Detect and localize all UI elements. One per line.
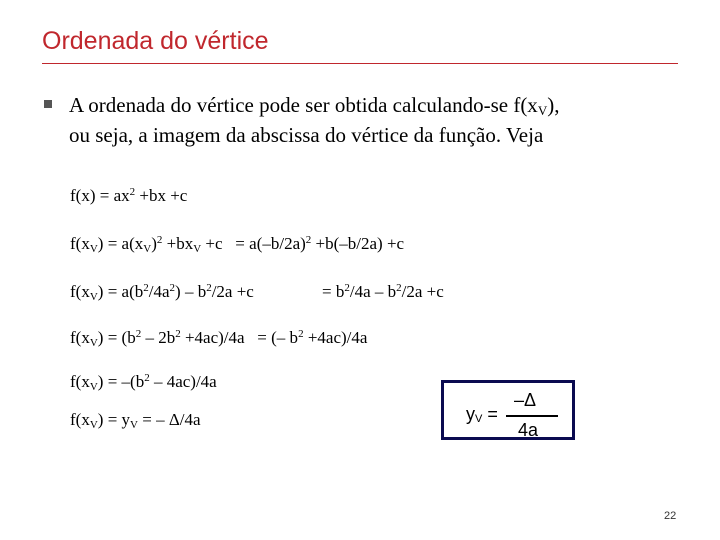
result-denominator: 4a <box>518 420 539 440</box>
formula-text: ) <box>151 234 157 253</box>
formula-text: /4a <box>148 282 170 301</box>
formula-text: +4ac)/4a = (– b <box>180 328 299 347</box>
formula-exponent: 2 <box>206 282 212 294</box>
formula-exponent: 2 <box>298 328 304 340</box>
formula-line-6 <box>70 410 201 430</box>
result-numerator: –Δ <box>514 390 537 410</box>
formula-text: f(x <box>70 410 90 429</box>
paragraph-line1-subscript: V <box>537 103 548 118</box>
title-divider <box>42 63 678 64</box>
fraction-bar <box>506 415 558 417</box>
formula-line-5 <box>70 372 217 392</box>
formula-subscript: V <box>193 243 202 255</box>
formula-exponent: 2 <box>129 186 136 198</box>
formula-text: f(x <box>70 372 90 391</box>
paragraph-line1-text: A ordenada do vértice pode ser obtida calculando-se f(x <box>69 93 538 117</box>
formula-exponent: 2 <box>156 234 163 246</box>
formula-exponent: 2 <box>143 282 149 294</box>
formula-text: +c = a(–b/2a) <box>201 234 306 253</box>
formula-line-1 <box>70 186 187 206</box>
formula-text: f(x) = ax <box>70 186 130 205</box>
formula-text: ) = –(b <box>97 372 145 391</box>
formula-text: – 4ac)/4a <box>149 372 217 391</box>
formula-text: /2a +c <box>401 282 444 301</box>
formula-subscript: V <box>130 419 138 431</box>
formula-text: ) = a(b <box>97 282 144 301</box>
formula-line-2 <box>70 234 404 254</box>
formula-exponent: 2 <box>344 282 350 294</box>
formula-text: f(x <box>70 328 90 347</box>
formula-exponent: 2 <box>144 372 150 384</box>
result-box <box>441 380 575 440</box>
square-bullet-icon <box>44 100 52 108</box>
result-lhs <box>466 404 498 425</box>
formula-subscript: V <box>143 243 152 255</box>
slide-title: Ordenada do vértice <box>42 27 269 55</box>
result-equals: = <box>482 404 498 424</box>
formula-text: ) = a(x <box>97 234 144 253</box>
formula-text: +4ac)/4a <box>303 328 368 347</box>
formula-text: /4a – b <box>349 282 397 301</box>
formula-text: = b <box>322 282 345 301</box>
delta-icon: Δ <box>168 410 180 429</box>
formula-subscript: V <box>89 419 98 431</box>
formula-text: ) = (b <box>97 328 136 347</box>
formula-exponent: 2 <box>175 328 181 340</box>
paragraph-line1-end: ), <box>547 93 560 117</box>
formula-exponent: 2 <box>305 234 312 246</box>
formula-text: = – <box>137 410 169 429</box>
result-y-subscript: V <box>475 413 483 425</box>
intro-paragraph <box>69 90 559 150</box>
formula-text: /2a +c <box>211 282 254 301</box>
formula-exponent: 2 <box>396 282 402 294</box>
formula-text: +bx +c <box>135 186 188 205</box>
formula-text: – 2b <box>141 328 176 347</box>
paragraph-line2-text: ou seja, a imagem da abscissa do vértice da função. Veja <box>69 123 544 147</box>
formula-text: ) – b <box>175 282 207 301</box>
formula-exponent: 2 <box>135 328 142 340</box>
formula-text: ) = y <box>97 410 131 429</box>
formula-exponent: 2 <box>169 282 176 294</box>
page-number: 22 <box>664 510 677 522</box>
formula-line-4 <box>70 328 367 348</box>
formula-line-3-result <box>322 282 444 302</box>
formula-subscript: V <box>89 381 98 393</box>
formula-text: f(x <box>70 234 90 253</box>
formula-text: /4a <box>179 410 201 429</box>
formula-text: f(x <box>70 282 90 301</box>
formula-subscript: V <box>89 337 98 349</box>
result-y: y <box>466 404 475 424</box>
formula-line-3 <box>70 282 254 302</box>
formula-subscript: V <box>89 291 98 303</box>
formula-text: +bx <box>162 234 194 253</box>
formula-text: +b(–b/2a) +c <box>311 234 405 253</box>
formula-subscript: V <box>89 243 98 255</box>
